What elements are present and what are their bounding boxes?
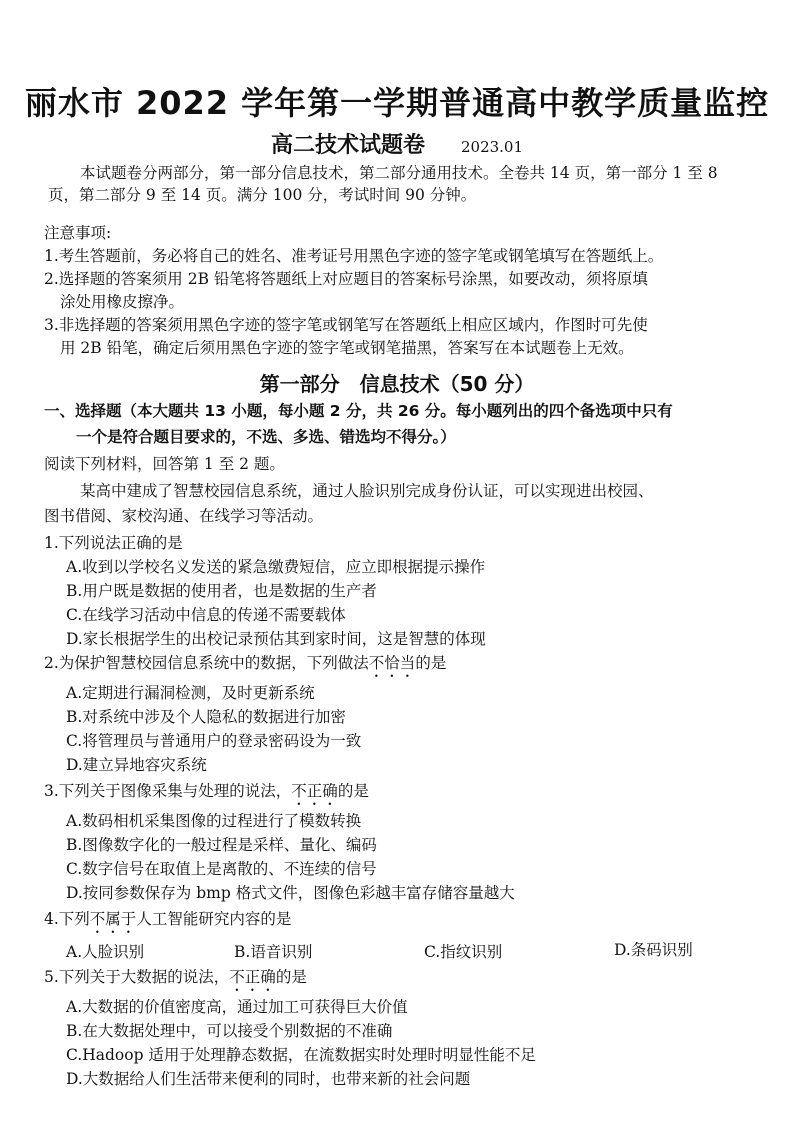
question-5-option-c: C.Hadoop 适用于处理静态数据，在流数据实时处理时明显性能不足 xyxy=(66,1046,536,1064)
question-2-stem-post: 的是 xyxy=(415,654,447,672)
question-1-option-a: A.收到以学校名义发送的紧急缴费短信，应立即根据提示操作 xyxy=(66,558,486,576)
question-2-option-b: B.对系统中涉及个人隐私的数据进行加密 xyxy=(66,708,346,726)
material-line-1: 某高中建成了智慧校园信息系统，通过人脸识别完成身份认证，可以实现进出校园、 xyxy=(80,482,654,500)
question-3-option-d: D.按同参数保存为 bmp 格式文件，图像色彩越丰富存储容量越大 xyxy=(66,884,515,902)
note-3-line-2: 用 2B 铅笔，确定后须用黑色字迹的签字笔或钢笔描黑，答案写在本试题卷上无效。 xyxy=(60,339,634,357)
question-3-stem-emphasis: 不正确 xyxy=(291,782,338,800)
question-5-option-b: B.在大数据处理中，可以接受个别数据的不准确 xyxy=(66,1022,393,1040)
question-3-option-b: B.图像数字化的一般过程是采样、量化、编码 xyxy=(66,836,377,854)
question-2-option-a: A.定期进行漏洞检测，及时更新系统 xyxy=(66,684,315,702)
exam-date: 2023.01 xyxy=(460,138,524,156)
question-3-option-a: A.数码相机采集图像的过程进行了模数转换 xyxy=(66,812,362,830)
question-2-stem xyxy=(44,652,446,681)
choice-instruction-line-1: 一、选择题（本大题共 13 小题，每小题 2 分，共 26 分。每小题列出的四个备选项中只有 xyxy=(44,402,673,420)
question-5-stem-pre: 5.下列关于大数据的说法， xyxy=(44,968,230,986)
question-4-option-d: D.条码识别 xyxy=(614,941,693,959)
note-1: 1.考生答题前，务必将自己的姓名、准考证号用黑色字迹的签字笔或钢笔填写在答题纸上。 xyxy=(44,247,664,265)
subtitle-text: 高二技术试题卷 xyxy=(270,133,425,158)
note-2-line-2: 涂处用橡皮擦净。 xyxy=(60,293,185,311)
question-5-stem xyxy=(44,966,307,995)
question-3-stem-post: 的是 xyxy=(337,782,369,800)
question-5-stem-post: 的是 xyxy=(275,968,307,986)
question-4-option-c: C.指纹识别 xyxy=(424,943,503,961)
note-3-line-1: 3.非选择题的答案须用黑色字迹的签字笔或钢笔写在答题纸上相应区域内，作图时可先使 xyxy=(44,316,648,334)
notes-heading: 注意事项: xyxy=(44,224,112,242)
question-4-stem-emphasis: 不属于 xyxy=(89,910,137,928)
choice-instruction-line-2: 一个是符合题目要求的，不选、多选、错选均不得分。） xyxy=(76,428,456,446)
question-2-option-c: C.将管理员与普通用户的登录密码设为一致 xyxy=(66,732,362,750)
question-4-stem-pre: 4.下列 xyxy=(44,910,90,928)
intro-paragraph: 本试题卷分两部分，第一部分信息技术，第二部分通用技术。全卷共 14 页，第一部分 1 至 8 页，第二部分 9 至 14 页。满分 100 分，考试时间 90 分钟。 xyxy=(48,164,718,204)
question-4-option-a: A.人脸识别 xyxy=(66,943,145,961)
question-4-option-b: B.语音识别 xyxy=(234,943,313,961)
question-4-stem-post: 人工智能研究内容的是 xyxy=(136,910,292,928)
question-2-option-d: D.建立异地容灾系统 xyxy=(66,756,207,774)
question-1-option-d: D.家长根据学生的出校记录预估其到家时间，这是智慧的体现 xyxy=(66,630,486,648)
question-3-stem xyxy=(44,780,369,809)
note-2-line-1: 2.选择题的答案须用 2B 铅笔将答题纸上对应题目的答案标号涂黑，如要改动，须将原填 xyxy=(44,270,648,288)
material-line-2: 图书借阅、家校沟通、在线学习等活动。 xyxy=(44,507,324,525)
question-5-option-a: A.大数据的价值密度高，通过加工可获得巨大价值 xyxy=(66,998,408,1016)
exam-subtitle xyxy=(0,128,794,159)
exam-title: 丽水市 2022 学年第一学期普通高中教学质量监控 xyxy=(24,84,770,122)
question-3-stem-pre: 3.下列关于图像采集与处理的说法， xyxy=(44,782,292,800)
question-5-option-d: D.大数据给人们生活带来便利的同时，也带来新的社会问题 xyxy=(66,1070,471,1088)
question-1-stem: 1.下列说法正确的是 xyxy=(44,534,183,552)
question-1-option-b: B.用户既是数据的使用者，也是数据的生产者 xyxy=(66,582,377,600)
question-4-stem xyxy=(44,908,291,937)
question-2-stem-pre: 2.为保护智慧校园信息系统中的数据，下列做法 xyxy=(44,654,369,672)
question-1-option-c: C.在线学习活动中信息的传递不需要载体 xyxy=(66,606,346,624)
question-3-option-c: C.数字信号在取值上是离散的、不连续的信号 xyxy=(66,860,377,878)
section-title: 第一部分 信息技术（50 分） xyxy=(259,372,535,396)
question-2-stem-emphasis: 不恰当 xyxy=(368,654,416,672)
question-5-stem-emphasis: 不正确 xyxy=(229,968,276,986)
reading-instruction: 阅读下列材料，回答第 1 至 2 题。 xyxy=(44,455,285,473)
